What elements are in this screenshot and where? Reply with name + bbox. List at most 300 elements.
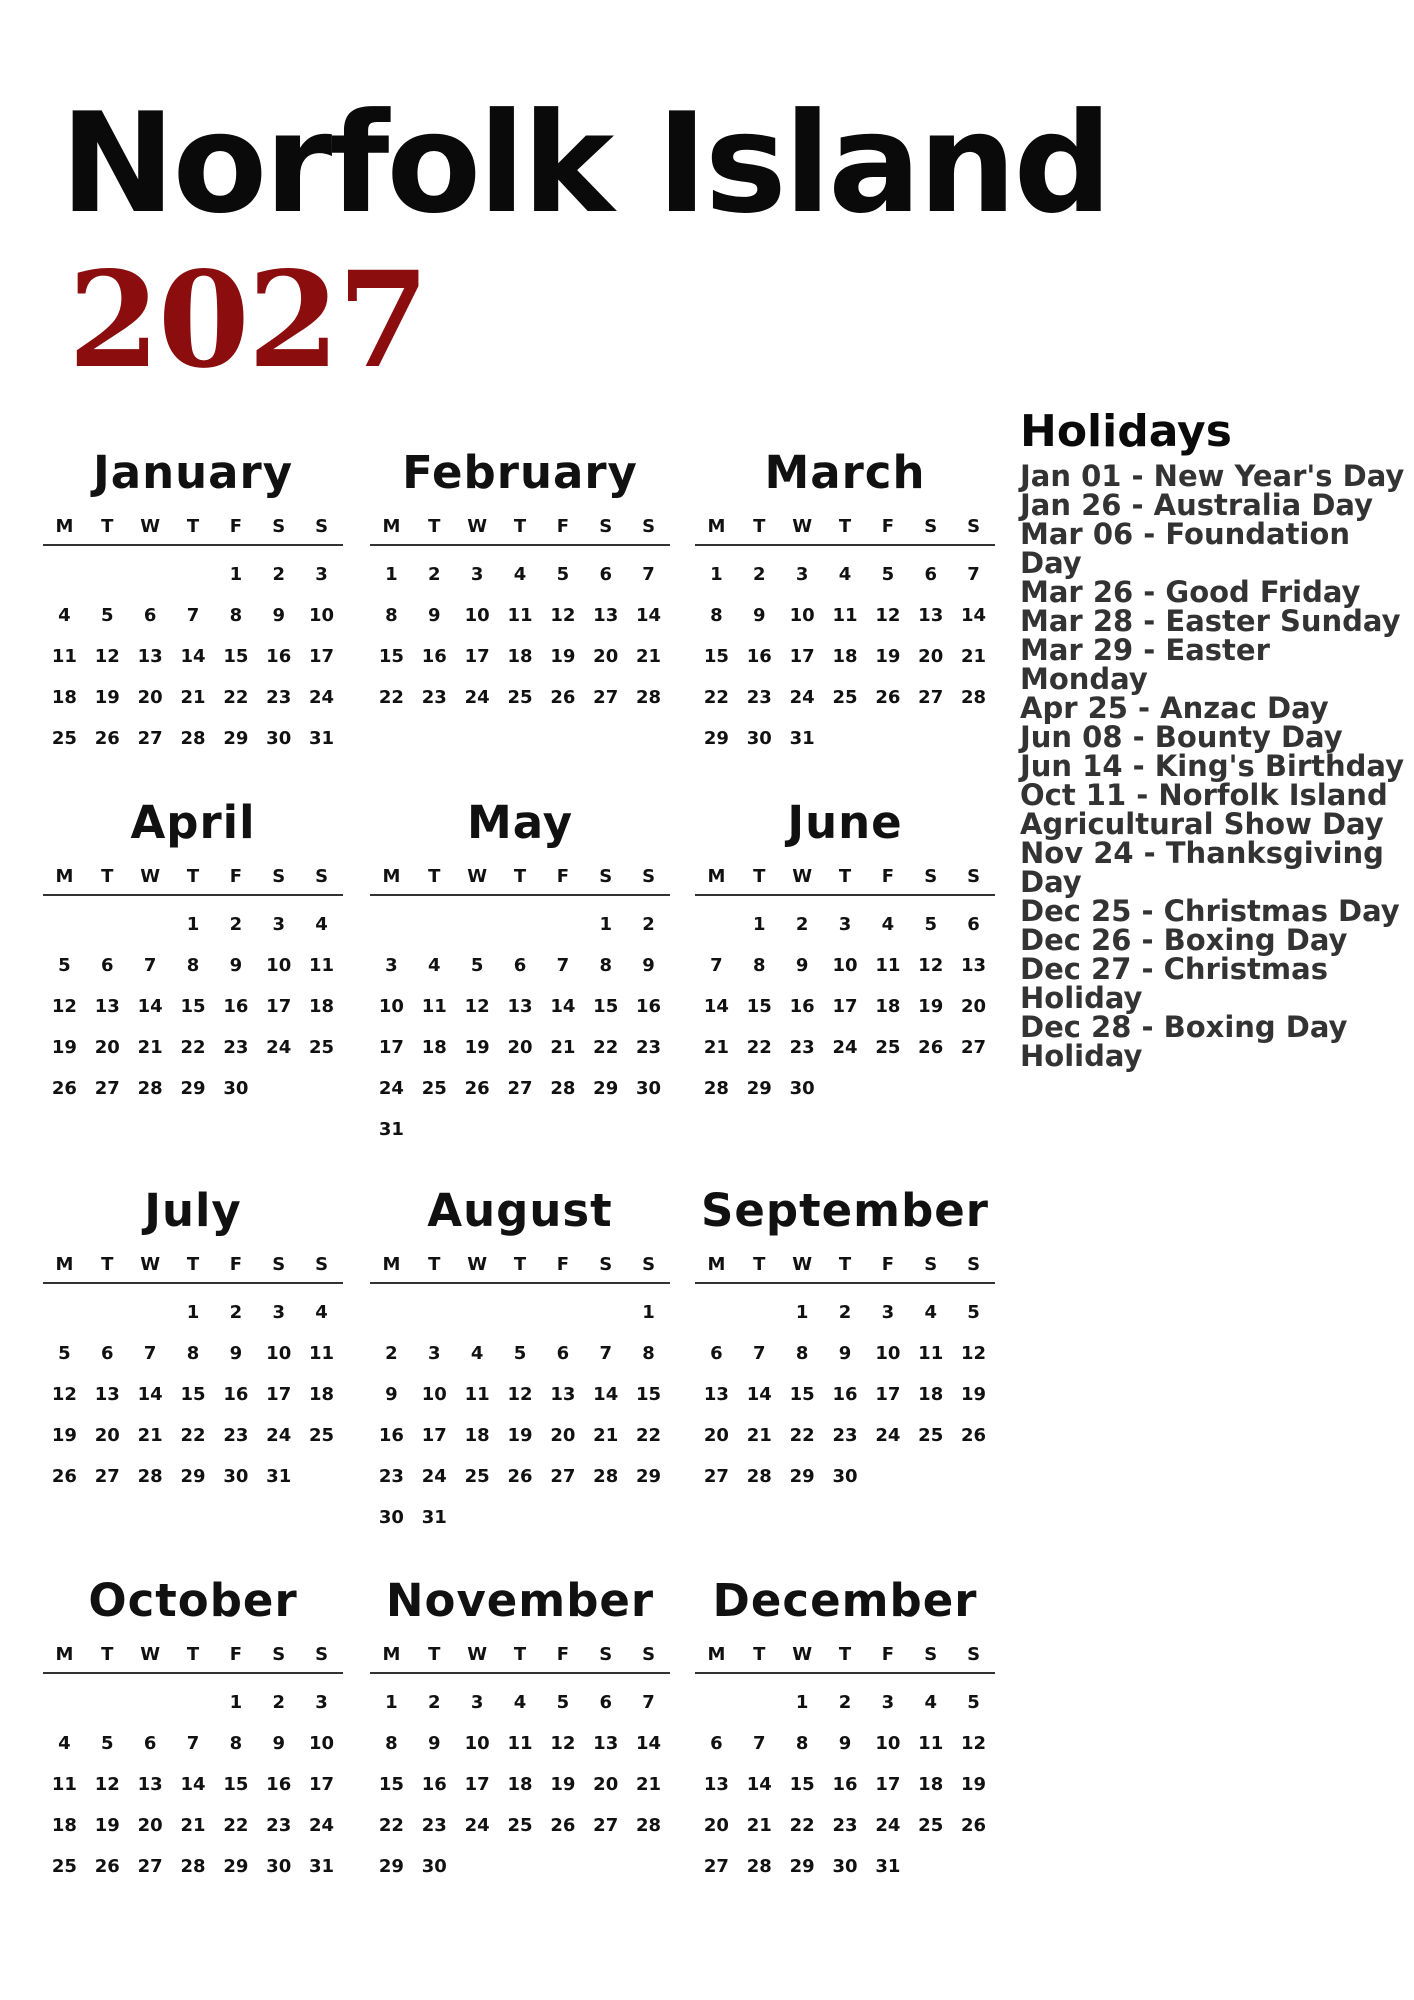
day-cell: 31 — [309, 728, 335, 749]
week-row — [695, 1415, 995, 1456]
holiday-item: Jan 26 - Australia Day — [1020, 488, 1373, 522]
day-cell: 13 — [137, 646, 163, 667]
weekday-header: T — [101, 866, 114, 887]
day-cell — [370, 904, 413, 945]
day-cell: 7 — [710, 955, 723, 976]
day-cell: 16 — [223, 1384, 249, 1405]
weekday-header: S — [967, 866, 981, 887]
day-cell: 8 — [599, 955, 612, 976]
day-cell — [300, 1068, 343, 1109]
day-cell: 13 — [94, 1384, 120, 1405]
day-cell: 22 — [703, 687, 729, 708]
holidays-panel — [1020, 406, 1405, 1073]
day-cell: 7 — [556, 955, 570, 976]
day-cell: 6 — [967, 914, 980, 935]
month-name: November — [385, 1574, 655, 1627]
day-cell: 16 — [223, 996, 249, 1017]
day-cell — [257, 1068, 300, 1109]
holiday-item: Jun 08 - Bounty Day — [1020, 720, 1343, 754]
weekday-header: F — [556, 1644, 569, 1665]
weekday-header: T — [838, 1644, 852, 1665]
day-cell: 7 — [753, 1733, 766, 1754]
day-cell: 21 — [550, 1037, 576, 1058]
day-cell — [456, 1109, 499, 1150]
day-cell — [370, 1292, 413, 1333]
day-cell — [456, 1846, 499, 1887]
week-row — [370, 1333, 670, 1374]
holiday-item: Oct 11 - Norfolk Island Agricultural Show Day — [1020, 778, 1388, 841]
weekday-header: S — [272, 866, 286, 887]
day-cell: 12 — [51, 996, 77, 1017]
weekday-header: S — [315, 866, 329, 887]
week-row — [43, 1723, 343, 1764]
day-cell: 16 — [832, 1774, 858, 1795]
week-row — [370, 945, 670, 986]
day-cell: 22 — [789, 1815, 815, 1836]
day-cell: 25 — [421, 1078, 447, 1099]
day-cell: 9 — [795, 955, 809, 976]
day-cell: 28 — [137, 1078, 163, 1099]
day-cell: 6 — [143, 605, 157, 626]
day-cell: 4 — [881, 914, 895, 935]
day-cell — [300, 1456, 343, 1497]
week-row — [370, 1374, 670, 1415]
day-cell: 26 — [961, 1425, 987, 1446]
day-cell: 6 — [710, 1343, 723, 1364]
day-cell: 23 — [636, 1037, 662, 1058]
weekday-header: S — [967, 516, 981, 537]
day-cell: 20 — [94, 1425, 120, 1446]
day-cell: 8 — [710, 605, 723, 626]
day-cell: 1 — [186, 1302, 200, 1323]
holidays-title: Holidays — [1020, 406, 1232, 457]
day-cell: 21 — [593, 1425, 619, 1446]
day-cell — [456, 1292, 499, 1333]
weekday-header-row — [370, 1248, 670, 1284]
day-cell — [499, 1846, 542, 1887]
day-cell: 3 — [272, 1302, 285, 1323]
weekday-header: S — [967, 1254, 981, 1275]
day-cell: 28 — [636, 687, 662, 708]
week-row — [43, 1027, 343, 1068]
day-cell: 8 — [753, 955, 766, 976]
day-cell: 23 — [378, 1466, 404, 1487]
month-name: April — [130, 796, 256, 849]
week-row — [370, 1846, 670, 1887]
day-cell: 20 — [918, 646, 944, 667]
day-cell: 21 — [636, 646, 662, 667]
week-row — [370, 1682, 670, 1723]
day-cell: 7 — [642, 1692, 655, 1713]
day-cell: 24 — [464, 687, 490, 708]
weekday-header: W — [792, 1644, 813, 1665]
day-cell: 22 — [746, 1037, 772, 1058]
week-row — [370, 1027, 670, 1068]
day-cell: 3 — [272, 914, 285, 935]
day-cell: 4 — [513, 1692, 527, 1713]
day-cell: 23 — [266, 687, 292, 708]
week-row — [370, 677, 670, 718]
weekday-header: S — [599, 1644, 613, 1665]
weekday-header: W — [140, 516, 161, 537]
day-cell: 30 — [378, 1507, 404, 1528]
day-cell: 3 — [385, 955, 398, 976]
day-cell — [541, 1846, 584, 1887]
day-cell — [456, 1497, 499, 1538]
day-cell: 5 — [470, 955, 484, 976]
holiday-item: Apr 25 - Anzac Day — [1020, 691, 1329, 725]
day-cell: 14 — [137, 1384, 163, 1405]
day-cell: 28 — [180, 1856, 206, 1877]
day-cell — [172, 554, 215, 595]
holiday-item: Mar 28 - Easter Sunday — [1020, 604, 1401, 638]
month-november — [370, 1574, 670, 1887]
month-july — [43, 1184, 343, 1497]
day-cell: 18 — [464, 1425, 490, 1446]
day-cell: 29 — [180, 1078, 206, 1099]
weekday-header-row — [695, 860, 995, 896]
day-cell: 14 — [550, 996, 576, 1017]
day-cell: 3 — [881, 1302, 895, 1323]
day-cell: 6 — [101, 955, 114, 976]
weekday-header: T — [513, 1254, 527, 1275]
week-row — [370, 636, 670, 677]
weekday-header: F — [556, 866, 569, 887]
day-cell: 25 — [309, 1037, 335, 1058]
day-cell: 21 — [180, 1815, 206, 1836]
weekday-header: S — [315, 516, 329, 537]
day-cell: 26 — [51, 1466, 77, 1487]
week-row — [370, 1415, 670, 1456]
day-cell: 3 — [315, 564, 328, 585]
weekday-header: F — [881, 1644, 894, 1665]
day-cell: 24 — [266, 1037, 292, 1058]
day-cell: 1 — [642, 1302, 655, 1323]
day-cell: 26 — [51, 1078, 77, 1099]
day-cell: 14 — [636, 605, 662, 626]
day-cell: 7 — [186, 1733, 200, 1754]
week-row — [695, 1846, 995, 1887]
week-row — [43, 677, 343, 718]
day-cell: 19 — [94, 687, 120, 708]
weekday-header: S — [967, 1644, 981, 1665]
day-cell — [43, 904, 86, 945]
day-cell: 12 — [51, 1384, 77, 1405]
day-cell: 25 — [309, 1425, 335, 1446]
day-cell: 2 — [229, 1302, 243, 1323]
weekday-header: W — [467, 516, 488, 537]
month-august — [370, 1184, 670, 1538]
weekday-header: F — [229, 516, 242, 537]
month-name: July — [144, 1184, 242, 1237]
day-cell: 2 — [753, 564, 766, 585]
day-cell: 10 — [875, 1343, 901, 1364]
day-cell: 24 — [378, 1078, 404, 1099]
weekday-header-row — [370, 860, 670, 896]
weekday-header-row — [370, 510, 670, 546]
day-cell: 14 — [593, 1384, 619, 1405]
day-cell: 31 — [378, 1119, 404, 1140]
day-cell: 8 — [642, 1343, 655, 1364]
day-cell: 14 — [746, 1384, 772, 1405]
day-cell: 20 — [703, 1425, 729, 1446]
day-cell: 24 — [832, 1037, 858, 1058]
day-cell — [952, 1456, 995, 1497]
day-cell: 4 — [58, 605, 71, 626]
week-row — [695, 1027, 995, 1068]
day-cell: 13 — [961, 955, 987, 976]
day-cell: 2 — [428, 564, 441, 585]
weekday-header: W — [467, 866, 488, 887]
day-cell: 28 — [137, 1466, 163, 1487]
day-cell: 22 — [180, 1425, 206, 1446]
day-cell: 28 — [746, 1466, 772, 1487]
day-cell: 18 — [507, 646, 533, 667]
day-cell: 23 — [421, 1815, 447, 1836]
day-cell: 5 — [967, 1692, 980, 1713]
day-cell — [627, 1497, 670, 1538]
day-cell: 12 — [507, 1384, 533, 1405]
day-cell: 15 — [223, 1774, 249, 1795]
holiday-list — [1020, 459, 1405, 1073]
day-cell: 9 — [642, 955, 655, 976]
day-cell: 14 — [961, 605, 987, 626]
week-row — [370, 1764, 670, 1805]
day-cell: 18 — [875, 996, 901, 1017]
day-cell: 17 — [464, 1774, 490, 1795]
weekday-header: T — [513, 866, 527, 887]
day-cell: 4 — [924, 1302, 937, 1323]
day-cell — [909, 1068, 952, 1109]
day-cell: 24 — [875, 1425, 901, 1446]
day-cell: 18 — [832, 646, 858, 667]
day-cell — [43, 1292, 86, 1333]
day-cell: 23 — [421, 687, 447, 708]
day-cell — [456, 904, 499, 945]
day-cell: 12 — [550, 1733, 576, 1754]
day-cell — [499, 1292, 542, 1333]
day-cell: 7 — [186, 605, 200, 626]
day-cell: 24 — [789, 687, 815, 708]
day-cell: 11 — [918, 1733, 944, 1754]
day-cell: 10 — [309, 1733, 335, 1754]
day-cell: 21 — [746, 1425, 772, 1446]
day-cell: 17 — [421, 1425, 447, 1446]
day-cell: 6 — [924, 564, 937, 585]
day-cell — [86, 1682, 129, 1723]
week-row — [695, 1333, 995, 1374]
weekday-header: T — [101, 516, 114, 537]
day-cell: 13 — [550, 1384, 576, 1405]
holiday-item: Dec 26 - Boxing Day — [1020, 923, 1348, 957]
weekday-header: T — [428, 1644, 441, 1665]
page-title: Norfolk Island — [60, 83, 1110, 244]
day-cell: 25 — [832, 687, 858, 708]
day-cell — [695, 1682, 738, 1723]
weekday-header: T — [428, 1254, 441, 1275]
weekday-header: M — [382, 1254, 401, 1275]
day-cell: 4 — [924, 1692, 937, 1713]
day-cell: 29 — [378, 1856, 404, 1877]
week-row — [695, 1805, 995, 1846]
day-cell: 2 — [838, 1302, 852, 1323]
weekday-header: S — [642, 516, 656, 537]
weekday-header-row — [370, 1638, 670, 1674]
day-cell: 10 — [789, 605, 815, 626]
day-cell: 22 — [223, 1815, 249, 1836]
day-cell: 15 — [593, 996, 619, 1017]
week-row — [43, 1682, 343, 1723]
day-cell: 4 — [470, 1343, 484, 1364]
week-row — [43, 1764, 343, 1805]
week-row — [370, 1456, 670, 1497]
day-cell: 1 — [229, 564, 243, 585]
month-may — [370, 796, 670, 1150]
week-row — [43, 904, 343, 945]
day-cell: 12 — [875, 605, 901, 626]
day-cell — [952, 1846, 995, 1887]
day-cell — [541, 1497, 584, 1538]
day-cell: 11 — [421, 996, 447, 1017]
holiday-item: Dec 25 - Christmas Day — [1020, 894, 1400, 928]
day-cell: 5 — [924, 914, 937, 935]
day-cell — [541, 1292, 584, 1333]
day-cell: 21 — [703, 1037, 729, 1058]
day-cell: 19 — [961, 1384, 987, 1405]
day-cell: 11 — [464, 1384, 490, 1405]
weekday-header: T — [186, 516, 200, 537]
day-cell: 26 — [550, 687, 576, 708]
weekday-header: T — [513, 1644, 527, 1665]
day-cell — [584, 1109, 627, 1150]
day-cell: 14 — [137, 996, 163, 1017]
day-cell: 26 — [94, 728, 120, 749]
weekday-header: T — [838, 1254, 852, 1275]
weekday-header: F — [229, 1644, 242, 1665]
day-cell: 14 — [180, 646, 206, 667]
day-cell: 28 — [961, 687, 987, 708]
day-cell: 1 — [795, 1692, 809, 1713]
week-row — [370, 1723, 670, 1764]
day-cell: 12 — [961, 1343, 987, 1364]
day-cell — [499, 904, 542, 945]
day-cell — [952, 1068, 995, 1109]
month-september — [695, 1184, 995, 1497]
day-cell: 5 — [58, 1343, 71, 1364]
day-cell — [43, 554, 86, 595]
week-row — [43, 1846, 343, 1887]
weekday-header: S — [924, 516, 938, 537]
day-cell: 31 — [875, 1856, 901, 1877]
month-june — [695, 796, 995, 1109]
day-cell: 29 — [180, 1466, 206, 1487]
weekday-header: T — [186, 866, 200, 887]
day-cell — [627, 1846, 670, 1887]
week-row — [43, 1292, 343, 1333]
day-cell: 11 — [918, 1343, 944, 1364]
day-cell: 29 — [789, 1856, 815, 1877]
weekday-header: T — [101, 1644, 114, 1665]
day-cell: 12 — [94, 1774, 120, 1795]
weekday-header: F — [229, 866, 242, 887]
week-row — [695, 1682, 995, 1723]
weekday-header: F — [556, 1254, 569, 1275]
weekday-header: W — [792, 866, 813, 887]
day-cell: 11 — [507, 1733, 533, 1754]
week-row — [370, 595, 670, 636]
holiday-item: Jan 01 - New Year's Day — [1020, 459, 1405, 493]
weekday-header: F — [881, 516, 894, 537]
weekday-header: S — [599, 866, 613, 887]
day-cell — [413, 904, 456, 945]
day-cell: 29 — [789, 1466, 815, 1487]
day-cell: 12 — [464, 996, 490, 1017]
day-cell: 2 — [642, 914, 655, 935]
day-cell: 27 — [137, 1856, 163, 1877]
day-cell: 29 — [223, 728, 249, 749]
day-cell — [413, 1292, 456, 1333]
day-cell — [824, 718, 867, 759]
day-cell: 27 — [94, 1078, 120, 1099]
weekday-header: S — [642, 866, 656, 887]
day-cell: 28 — [550, 1078, 576, 1099]
day-cell: 10 — [378, 996, 404, 1017]
day-cell: 16 — [421, 1774, 447, 1795]
day-cell: 20 — [137, 687, 163, 708]
day-cell: 6 — [556, 1343, 570, 1364]
day-cell: 9 — [753, 605, 766, 626]
day-cell: 25 — [464, 1466, 490, 1487]
day-cell: 10 — [309, 605, 335, 626]
day-cell: 23 — [832, 1425, 858, 1446]
day-cell: 4 — [315, 1302, 328, 1323]
week-row — [695, 1764, 995, 1805]
holiday-item: Dec 27 - Christmas Holiday — [1020, 952, 1328, 1015]
day-cell: 1 — [385, 564, 398, 585]
day-cell: 19 — [875, 646, 901, 667]
day-cell: 14 — [703, 996, 729, 1017]
day-cell: 6 — [599, 564, 612, 585]
weekday-header: W — [140, 866, 161, 887]
week-row — [695, 1068, 995, 1109]
day-cell: 28 — [703, 1078, 729, 1099]
weekday-header: S — [599, 516, 613, 537]
day-cell: 8 — [795, 1343, 809, 1364]
holiday-item: Mar 29 - Easter Monday — [1020, 633, 1270, 696]
day-cell: 26 — [550, 1815, 576, 1836]
day-cell: 29 — [223, 1856, 249, 1877]
weekday-header: M — [707, 1254, 726, 1275]
day-cell: 30 — [789, 1078, 815, 1099]
day-cell: 30 — [832, 1856, 858, 1877]
day-cell: 12 — [961, 1733, 987, 1754]
day-cell: 19 — [51, 1425, 77, 1446]
weekday-header: S — [642, 1644, 656, 1665]
day-cell: 26 — [875, 687, 901, 708]
month-february — [370, 446, 670, 718]
day-cell: 8 — [385, 605, 398, 626]
day-cell: 13 — [94, 996, 120, 1017]
day-cell: 13 — [918, 605, 944, 626]
day-cell: 8 — [229, 1733, 243, 1754]
day-cell: 21 — [137, 1037, 163, 1058]
week-row — [370, 904, 670, 945]
day-cell: 27 — [550, 1466, 576, 1487]
day-cell: 26 — [507, 1466, 533, 1487]
weekday-header-row — [43, 1638, 343, 1674]
day-cell: 22 — [180, 1037, 206, 1058]
day-cell: 23 — [223, 1037, 249, 1058]
